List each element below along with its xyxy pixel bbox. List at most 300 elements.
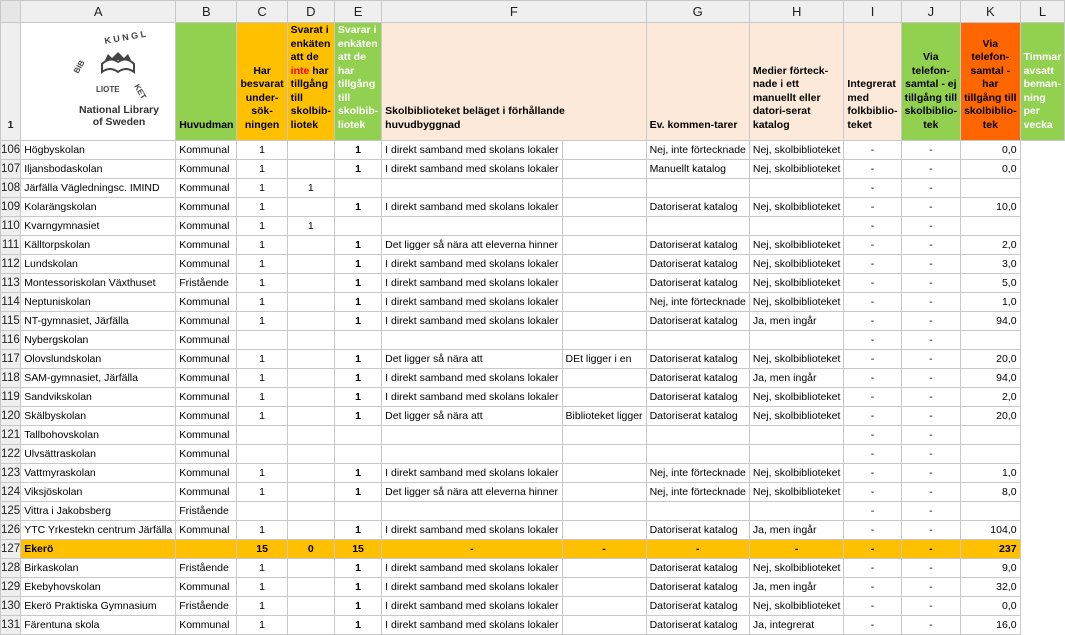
row-number[interactable]: 116 [1, 331, 21, 350]
cell-h[interactable]: - [646, 540, 749, 559]
cell-b[interactable]: Kommunal [176, 217, 237, 236]
cell-a[interactable]: Nybergskolan [21, 331, 176, 350]
cell-b[interactable]: Kommunal [176, 521, 237, 540]
cell-h[interactable] [646, 445, 749, 464]
cell-a[interactable]: Viksjöskolan [21, 483, 176, 502]
row-number[interactable]: 1 [1, 23, 21, 141]
cell-a[interactable]: Birkaskolan [21, 559, 176, 578]
cell-b[interactable]: Kommunal [176, 483, 237, 502]
cell-d[interactable] [287, 426, 334, 445]
cell-l[interactable]: 8,0 [961, 483, 1021, 502]
cell-d[interactable] [287, 502, 334, 521]
column-header-e[interactable]: E [334, 1, 381, 23]
cell-i[interactable] [749, 179, 844, 198]
cell-e[interactable]: 1 [334, 141, 381, 160]
cell-f[interactable]: I direkt samband med skolans lokaler [382, 198, 562, 217]
cell-h[interactable]: Datoriserat katalog [646, 407, 749, 426]
cell-h[interactable]: Datoriserat katalog [646, 369, 749, 388]
row-number[interactable]: 126 [1, 521, 21, 540]
cell-k[interactable]: - [901, 616, 961, 635]
cell-l[interactable] [961, 502, 1021, 521]
cell-k[interactable]: - [901, 445, 961, 464]
cell-j[interactable]: - [844, 388, 901, 407]
row-number[interactable]: 113 [1, 274, 21, 293]
cell-l[interactable] [961, 445, 1021, 464]
cell-i[interactable]: Nej, skolbiblioteket [749, 559, 844, 578]
cell-k[interactable]: - [901, 502, 961, 521]
column-header-k[interactable]: K [961, 1, 1021, 23]
cell-d[interactable] [287, 236, 334, 255]
cell-g[interactable]: - [562, 540, 646, 559]
cell-k[interactable]: - [901, 255, 961, 274]
cell-a[interactable]: SAM-gymnasiet, Järfälla [21, 369, 176, 388]
cell-c[interactable] [237, 331, 287, 350]
cell-f[interactable]: Det ligger så nära att eleverna hinner [382, 483, 562, 502]
cell-i[interactable]: Nej, skolbiblioteket [749, 198, 844, 217]
cell-l[interactable]: 94,0 [961, 312, 1021, 331]
cell-g[interactable] [562, 464, 646, 483]
cell-l[interactable]: 0,0 [961, 597, 1021, 616]
cell-i[interactable]: Nej, skolbiblioteket [749, 160, 844, 179]
cell-b[interactable]: Kommunal [176, 616, 237, 635]
cell-b[interactable]: Kommunal [176, 160, 237, 179]
row-number[interactable]: 128 [1, 559, 21, 578]
cell-l[interactable]: 20,0 [961, 407, 1021, 426]
cell-e[interactable]: 1 [334, 597, 381, 616]
cell-h[interactable]: Datoriserat katalog [646, 578, 749, 597]
cell-i[interactable]: Ja, men ingår [749, 521, 844, 540]
cell-d[interactable]: 0 [287, 540, 334, 559]
cell-e[interactable]: 1 [334, 236, 381, 255]
header-integrerat[interactable]: Integrerat med folkbiblio-teket [844, 23, 901, 141]
header-har-besvarat[interactable]: Har besvarat under-sök-ningen [237, 23, 287, 141]
column-header-c[interactable]: C [237, 1, 287, 23]
cell-d[interactable] [287, 274, 334, 293]
row-number[interactable]: 118 [1, 369, 21, 388]
cell-d[interactable] [287, 369, 334, 388]
cell-l[interactable]: 3,0 [961, 255, 1021, 274]
cell-k[interactable]: - [901, 388, 961, 407]
cell-j[interactable]: - [844, 160, 901, 179]
cell-k[interactable]: - [901, 559, 961, 578]
column-header-g[interactable]: G [646, 1, 749, 23]
row-number[interactable]: 131 [1, 616, 21, 635]
cell-a[interactable]: Ulvsättraskolan [21, 445, 176, 464]
header-telefon-har[interactable]: Via telefon-samtal - har tillgång till skolbiblio-tek [961, 23, 1021, 141]
select-all-corner[interactable] [1, 1, 21, 23]
cell-i[interactable]: Nej, skolbiblioteket [749, 597, 844, 616]
cell-e[interactable]: 1 [334, 274, 381, 293]
cell-e[interactable]: 1 [334, 464, 381, 483]
cell-l[interactable]: 5,0 [961, 274, 1021, 293]
cell-d[interactable] [287, 141, 334, 160]
cell-h[interactable] [646, 502, 749, 521]
cell-g[interactable]: Biblioteket ligger [562, 407, 646, 426]
cell-a[interactable]: Ekebyhovskolan [21, 578, 176, 597]
cell-g[interactable] [562, 236, 646, 255]
row-number[interactable]: 114 [1, 293, 21, 312]
cell-c[interactable]: 1 [237, 160, 287, 179]
row-number[interactable]: 127 [1, 540, 21, 559]
cell-d[interactable] [287, 521, 334, 540]
cell-j[interactable]: - [844, 141, 901, 160]
cell-g[interactable] [562, 578, 646, 597]
cell-h[interactable]: Datoriserat katalog [646, 236, 749, 255]
cell-l[interactable]: 16,0 [961, 616, 1021, 635]
cell-h[interactable]: Datoriserat katalog [646, 312, 749, 331]
cell-h[interactable]: Datoriserat katalog [646, 198, 749, 217]
row-number[interactable]: 125 [1, 502, 21, 521]
cell-k[interactable]: - [901, 331, 961, 350]
row-number[interactable]: 112 [1, 255, 21, 274]
column-header-j[interactable]: J [901, 1, 961, 23]
cell-g[interactable] [562, 312, 646, 331]
cell-c[interactable]: 1 [237, 350, 287, 369]
cell-j[interactable]: - [844, 350, 901, 369]
cell-c[interactable]: 1 [237, 559, 287, 578]
cell-i[interactable] [749, 502, 844, 521]
cell-j[interactable]: - [844, 198, 901, 217]
cell-d[interactable] [287, 331, 334, 350]
cell-c[interactable]: 1 [237, 483, 287, 502]
cell-j[interactable]: - [844, 578, 901, 597]
cell-a[interactable]: Vattmyraskolan [21, 464, 176, 483]
cell-k[interactable]: - [901, 312, 961, 331]
cell-k[interactable]: - [901, 521, 961, 540]
cell-d[interactable] [287, 350, 334, 369]
cell-f[interactable]: I direkt samband med skolans lokaler [382, 388, 562, 407]
cell-a[interactable]: Högbyskolan [21, 141, 176, 160]
cell-e[interactable]: 1 [334, 293, 381, 312]
cell-g[interactable] [562, 369, 646, 388]
cell-b[interactable]: Kommunal [176, 350, 237, 369]
row-number[interactable]: 123 [1, 464, 21, 483]
cell-e[interactable]: 1 [334, 578, 381, 597]
cell-c[interactable] [237, 445, 287, 464]
column-header-h[interactable]: H [749, 1, 844, 23]
column-header-a[interactable]: A [21, 1, 176, 23]
cell-f[interactable]: I direkt samband med skolans lokaler [382, 597, 562, 616]
cell-f[interactable]: I direkt samband med skolans lokaler [382, 255, 562, 274]
cell-c[interactable]: 1 [237, 179, 287, 198]
row-number[interactable]: 119 [1, 388, 21, 407]
row-number[interactable]: 121 [1, 426, 21, 445]
cell-g[interactable] [562, 141, 646, 160]
cell-a[interactable]: Sandvikskolan [21, 388, 176, 407]
cell-b[interactable]: Kommunal [176, 388, 237, 407]
cell-b[interactable]: Fristående [176, 559, 237, 578]
cell-c[interactable]: 1 [237, 578, 287, 597]
cell-e[interactable]: 1 [334, 312, 381, 331]
cell-a[interactable]: Vittra i Jakobsberg [21, 502, 176, 521]
cell-h[interactable]: Manuellt katalog [646, 160, 749, 179]
column-header-i[interactable]: I [844, 1, 901, 23]
header-kommentarer[interactable]: Ev. kommen-tarer [646, 23, 749, 141]
cell-e[interactable]: 1 [334, 369, 381, 388]
header-svarat-inte[interactable] [287, 23, 334, 141]
cell-h[interactable] [646, 331, 749, 350]
cell-g[interactable] [562, 426, 646, 445]
cell-b[interactable]: Fristående [176, 274, 237, 293]
cell-g[interactable]: DEt ligger i en [562, 350, 646, 369]
row-number[interactable]: 111 [1, 236, 21, 255]
cell-d[interactable] [287, 483, 334, 502]
cell-g[interactable] [562, 445, 646, 464]
cell-a[interactable]: Kolarängskolan [21, 198, 176, 217]
cell-l[interactable]: 0,0 [961, 160, 1021, 179]
cell-f[interactable] [382, 502, 562, 521]
cell-e[interactable] [334, 179, 381, 198]
cell-d[interactable] [287, 293, 334, 312]
column-header-b[interactable]: B [176, 1, 237, 23]
cell-l[interactable]: 104,0 [961, 521, 1021, 540]
row-number[interactable]: 120 [1, 407, 21, 426]
cell-d[interactable] [287, 255, 334, 274]
cell-k[interactable]: - [901, 141, 961, 160]
cell-c[interactable]: 1 [237, 464, 287, 483]
cell-l[interactable] [961, 217, 1021, 236]
cell-b[interactable]: Kommunal [176, 445, 237, 464]
row-number[interactable]: 129 [1, 578, 21, 597]
cell-a[interactable]: Montessoriskolan Växthuset [21, 274, 176, 293]
cell-a[interactable]: Lundskolan [21, 255, 176, 274]
cell-h[interactable]: Nej, inte förtecknade [646, 464, 749, 483]
cell-b[interactable]: Kommunal [176, 312, 237, 331]
cell-h[interactable]: Datoriserat katalog [646, 388, 749, 407]
cell-b[interactable]: Kommunal [176, 578, 237, 597]
cell-h[interactable]: Datoriserat katalog [646, 274, 749, 293]
cell-j[interactable]: - [844, 255, 901, 274]
header-medier[interactable]: Medier förteck-nade i ett manuellt eller datori-serat katalog [749, 23, 844, 141]
cell-i[interactable]: Nej, skolbiblioteket [749, 293, 844, 312]
cell-a[interactable]: Järfälla Vägledningsc. IMIND [21, 179, 176, 198]
cell-d[interactable] [287, 597, 334, 616]
cell-k[interactable]: - [901, 160, 961, 179]
cell-b[interactable]: Kommunal [176, 236, 237, 255]
cell-a[interactable]: Ekerö Praktiska Gymnasium [21, 597, 176, 616]
cell-l[interactable]: 2,0 [961, 236, 1021, 255]
cell-k[interactable]: - [901, 369, 961, 388]
cell-b[interactable]: Kommunal [176, 426, 237, 445]
cell-l[interactable]: 2,0 [961, 388, 1021, 407]
cell-i[interactable]: Nej, skolbiblioteket [749, 236, 844, 255]
row-number[interactable]: 124 [1, 483, 21, 502]
cell-c[interactable]: 1 [237, 388, 287, 407]
cell-f[interactable]: I direkt samband med skolans lokaler [382, 616, 562, 635]
cell-f[interactable] [382, 426, 562, 445]
cell-g[interactable] [562, 217, 646, 236]
cell-b[interactable]: Kommunal [176, 464, 237, 483]
row-number[interactable]: 108 [1, 179, 21, 198]
cell-i[interactable]: Ja, integrerat [749, 616, 844, 635]
cell-e[interactable]: 1 [334, 350, 381, 369]
cell-i[interactable] [749, 331, 844, 350]
cell-f[interactable]: I direkt samband med skolans lokaler [382, 293, 562, 312]
cell-j[interactable]: - [844, 369, 901, 388]
cell-g[interactable] [562, 521, 646, 540]
cell-b[interactable]: Kommunal [176, 293, 237, 312]
cell-k[interactable]: - [901, 464, 961, 483]
cell-d[interactable] [287, 616, 334, 635]
cell-i[interactable] [749, 217, 844, 236]
cell-a[interactable]: Olovslundskolan [21, 350, 176, 369]
cell-h[interactable] [646, 179, 749, 198]
row-number[interactable]: 117 [1, 350, 21, 369]
cell-g[interactable] [562, 331, 646, 350]
cell-g[interactable] [562, 597, 646, 616]
cell-d[interactable] [287, 312, 334, 331]
cell-f[interactable]: I direkt samband med skolans lokaler [382, 464, 562, 483]
cell-k[interactable]: - [901, 179, 961, 198]
cell-f[interactable]: Det ligger så nära att [382, 350, 562, 369]
cell-h[interactable] [646, 426, 749, 445]
cell-g[interactable] [562, 255, 646, 274]
cell-c[interactable]: 1 [237, 141, 287, 160]
cell-g[interactable] [562, 502, 646, 521]
cell-g[interactable] [562, 198, 646, 217]
cell-d[interactable] [287, 464, 334, 483]
cell-f[interactable]: I direkt samband med skolans lokaler [382, 274, 562, 293]
cell-c[interactable]: 1 [237, 236, 287, 255]
cell-a[interactable]: Kvarngymnasiet [21, 217, 176, 236]
cell-c[interactable] [237, 426, 287, 445]
row-number[interactable]: 106 [1, 141, 21, 160]
cell-i[interactable]: Nej, skolbiblioteket [749, 141, 844, 160]
cell-k[interactable]: - [901, 540, 961, 559]
row-number[interactable]: 110 [1, 217, 21, 236]
cell-g[interactable] [562, 274, 646, 293]
cell-j[interactable]: - [844, 274, 901, 293]
cell-b[interactable]: Kommunal [176, 198, 237, 217]
cell-b[interactable]: Kommunal [176, 141, 237, 160]
cell-i[interactable]: Ja, men ingår [749, 369, 844, 388]
cell-l[interactable]: 9,0 [961, 559, 1021, 578]
cell-f[interactable]: I direkt samband med skolans lokaler [382, 369, 562, 388]
header-huvudman[interactable]: Huvudman [176, 23, 237, 141]
cell-h[interactable]: Datoriserat katalog [646, 350, 749, 369]
column-header-d[interactable]: D [287, 1, 334, 23]
cell-a[interactable]: NT-gymnasiet, Järfälla [21, 312, 176, 331]
cell-a[interactable]: Neptuniskolan [21, 293, 176, 312]
header-telefon-ej[interactable]: Via telefon-samtal - ej tillgång till skolbiblio-tek [901, 23, 961, 141]
cell-b[interactable]: Kommunal [176, 179, 237, 198]
cell-l[interactable]: 1,0 [961, 293, 1021, 312]
column-header-f[interactable]: F [382, 1, 646, 23]
cell-b[interactable]: Kommunal [176, 407, 237, 426]
cell-f[interactable] [382, 331, 562, 350]
cell-e[interactable]: 15 [334, 540, 381, 559]
cell-l[interactable]: 0,0 [961, 141, 1021, 160]
cell-j[interactable]: - [844, 559, 901, 578]
row-number[interactable]: 115 [1, 312, 21, 331]
cell-h[interactable]: Nej, inte förtecknade [646, 141, 749, 160]
cell-f[interactable]: Det ligger så nära att [382, 407, 562, 426]
cell-i[interactable]: Nej, skolbiblioteket [749, 464, 844, 483]
cell-k[interactable]: - [901, 274, 961, 293]
cell-g[interactable] [562, 160, 646, 179]
cell-k[interactable]: - [901, 350, 961, 369]
cell-b[interactable]: Fristående [176, 597, 237, 616]
cell-c[interactable]: 1 [237, 312, 287, 331]
cell-d[interactable] [287, 198, 334, 217]
cell-e[interactable]: 1 [334, 521, 381, 540]
cell-j[interactable]: - [844, 236, 901, 255]
cell-c[interactable]: 1 [237, 597, 287, 616]
cell-b[interactable]: Fristående [176, 502, 237, 521]
cell-c[interactable]: 15 [237, 540, 287, 559]
cell-b[interactable]: Kommunal [176, 255, 237, 274]
cell-j[interactable]: - [844, 540, 901, 559]
cell-j[interactable]: - [844, 616, 901, 635]
cell-k[interactable]: - [901, 597, 961, 616]
cell-g[interactable] [562, 559, 646, 578]
row-number[interactable]: 109 [1, 198, 21, 217]
header-svarar-har[interactable]: Svarar i enkäten att de har tillgång till skolbib-liotek [334, 23, 381, 141]
cell-j[interactable]: - [844, 312, 901, 331]
cell-e[interactable]: 1 [334, 255, 381, 274]
cell-h[interactable]: Datoriserat katalog [646, 616, 749, 635]
cell-c[interactable]: 1 [237, 407, 287, 426]
cell-k[interactable]: - [901, 578, 961, 597]
cell-d[interactable] [287, 407, 334, 426]
cell-j[interactable]: - [844, 483, 901, 502]
cell-h[interactable]: Nej, inte förtecknade [646, 293, 749, 312]
cell-e[interactable]: 1 [334, 198, 381, 217]
cell-g[interactable] [562, 179, 646, 198]
cell-f[interactable]: I direkt samband med skolans lokaler [382, 312, 562, 331]
cell-c[interactable]: 1 [237, 616, 287, 635]
cell-l[interactable]: 237 [961, 540, 1021, 559]
cell-j[interactable]: - [844, 597, 901, 616]
cell-j[interactable]: - [844, 293, 901, 312]
cell-e[interactable]: 1 [334, 483, 381, 502]
cell-c[interactable]: 1 [237, 521, 287, 540]
cell-a[interactable]: Skälbyskolan [21, 407, 176, 426]
cell-f[interactable]: I direkt samband med skolans lokaler [382, 521, 562, 540]
cell-i[interactable]: - [749, 540, 844, 559]
cell-d[interactable] [287, 559, 334, 578]
cell-a[interactable]: Tallbohovskolan [21, 426, 176, 445]
cell-k[interactable]: - [901, 217, 961, 236]
cell-g[interactable] [562, 293, 646, 312]
cell-b[interactable]: Kommunal [176, 369, 237, 388]
cell-a[interactable]: Ekerö [21, 540, 176, 559]
cell-j[interactable]: - [844, 445, 901, 464]
cell-e[interactable]: 1 [334, 559, 381, 578]
cell-i[interactable]: Nej, skolbiblioteket [749, 388, 844, 407]
cell-j[interactable]: - [844, 464, 901, 483]
cell-d[interactable]: 1 [287, 179, 334, 198]
cell-a[interactable]: Färentuna skola [21, 616, 176, 635]
cell-e[interactable]: 1 [334, 407, 381, 426]
cell-f[interactable] [382, 445, 562, 464]
cell-e[interactable]: 1 [334, 160, 381, 179]
cell-l[interactable]: 10,0 [961, 198, 1021, 217]
cell-e[interactable] [334, 217, 381, 236]
cell-f[interactable] [382, 217, 562, 236]
cell-j[interactable]: - [844, 502, 901, 521]
cell-e[interactable]: 1 [334, 388, 381, 407]
header-belaget[interactable]: Skolbiblioteket beläget i förhållande huvudbyggnad [382, 23, 646, 141]
cell-e[interactable]: 1 [334, 616, 381, 635]
cell-d[interactable] [287, 160, 334, 179]
cell-i[interactable] [749, 445, 844, 464]
cell-e[interactable] [334, 331, 381, 350]
cell-k[interactable]: - [901, 236, 961, 255]
header-timmar[interactable]: Timmar avsatt beman-ning per vecka [1020, 23, 1065, 141]
cell-g[interactable] [562, 483, 646, 502]
cell-a[interactable]: Iljansbodaskolan [21, 160, 176, 179]
